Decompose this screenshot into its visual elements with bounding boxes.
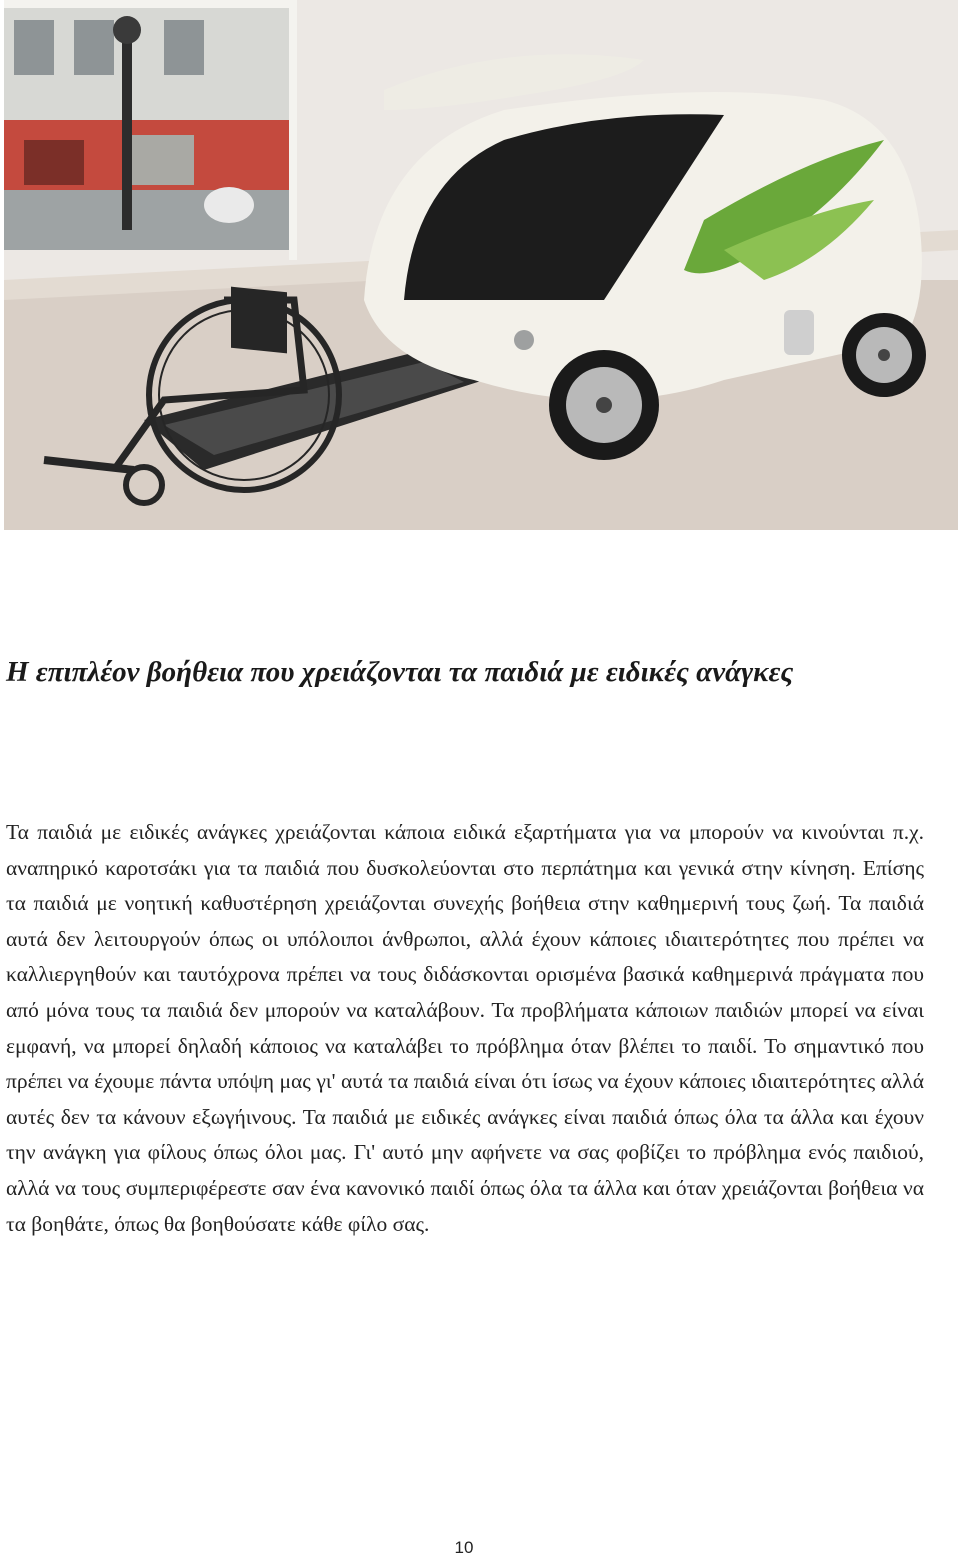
shop-window <box>4 0 297 260</box>
cover-photo <box>4 0 958 530</box>
body-paragraph: Τα παιδιά με ειδικές ανάγκες χρειάζονται κάποια ειδικά εξαρτήματα για να μπορούν να κινούνται π.χ. αναπηρικό καροτσάκι για τα παιδιά που δυσκολεύονται στο περπάτημα και γενικά στην κίνηση. Επίσης τα παιδιά με νοητική καθυστέρηση χρειάζονται συνεχής βοήθεια στην καθημερινή τους ζωή. Τα παιδιά αυτά δεν λειτουργούν όπως οι υπόλοιποι άνθρωποι, αλλά έχουν κάποιες ιδιαιτερότητες που πρέπει να καλλιεργηθούν και ταυτόχρονα πρέπει να τους διδάσκονται ορισμένα βασικά καθημερινά πράγματα που από μόνα τους τα παιδιά δεν μπορούν να καταλάβουν. Τα προβλήματα κάποιων παιδιών μπορεί να είναι εμφανή, να μπορεί δηλαδή κάποιος να καταλάβει το πρόβλημα όταν βλέπει το παιδί. Το σημαντικό που πρέπει να έχουμε πάντα υπόψη μας γι' αυτά τα παιδιά είναι ότι ίσως να έχουν κάποιες ιδιαιτερότητες αλλά αυτές δεν τα κάνουν εξωγήινους. Τα παιδιά με ειδικές ανάγκες είναι παιδιά όπως όλα τα άλλα και έχουν την ανάγκη για φίλους όπως όλοι μας. Γι' αυτό μην αφήνετε να σας φοβίζει το πρόβλημα ενός παιδιού, αλλά να τους συμπεριφέρεστε σαν ένα κανονικό παιδί όπως όλα τα άλλα και όταν χρειάζονται βοήθεια να τα βοηθάτε, όπως θα βοηθούσατε κάθε φίλο σας. <box>6 820 924 1236</box>
section-heading: Η επιπλέον βοήθεια που χρειάζονται τα παιδιά με ειδικές ανάγκες <box>6 656 794 688</box>
page-number: 10 <box>454 1538 474 1557</box>
